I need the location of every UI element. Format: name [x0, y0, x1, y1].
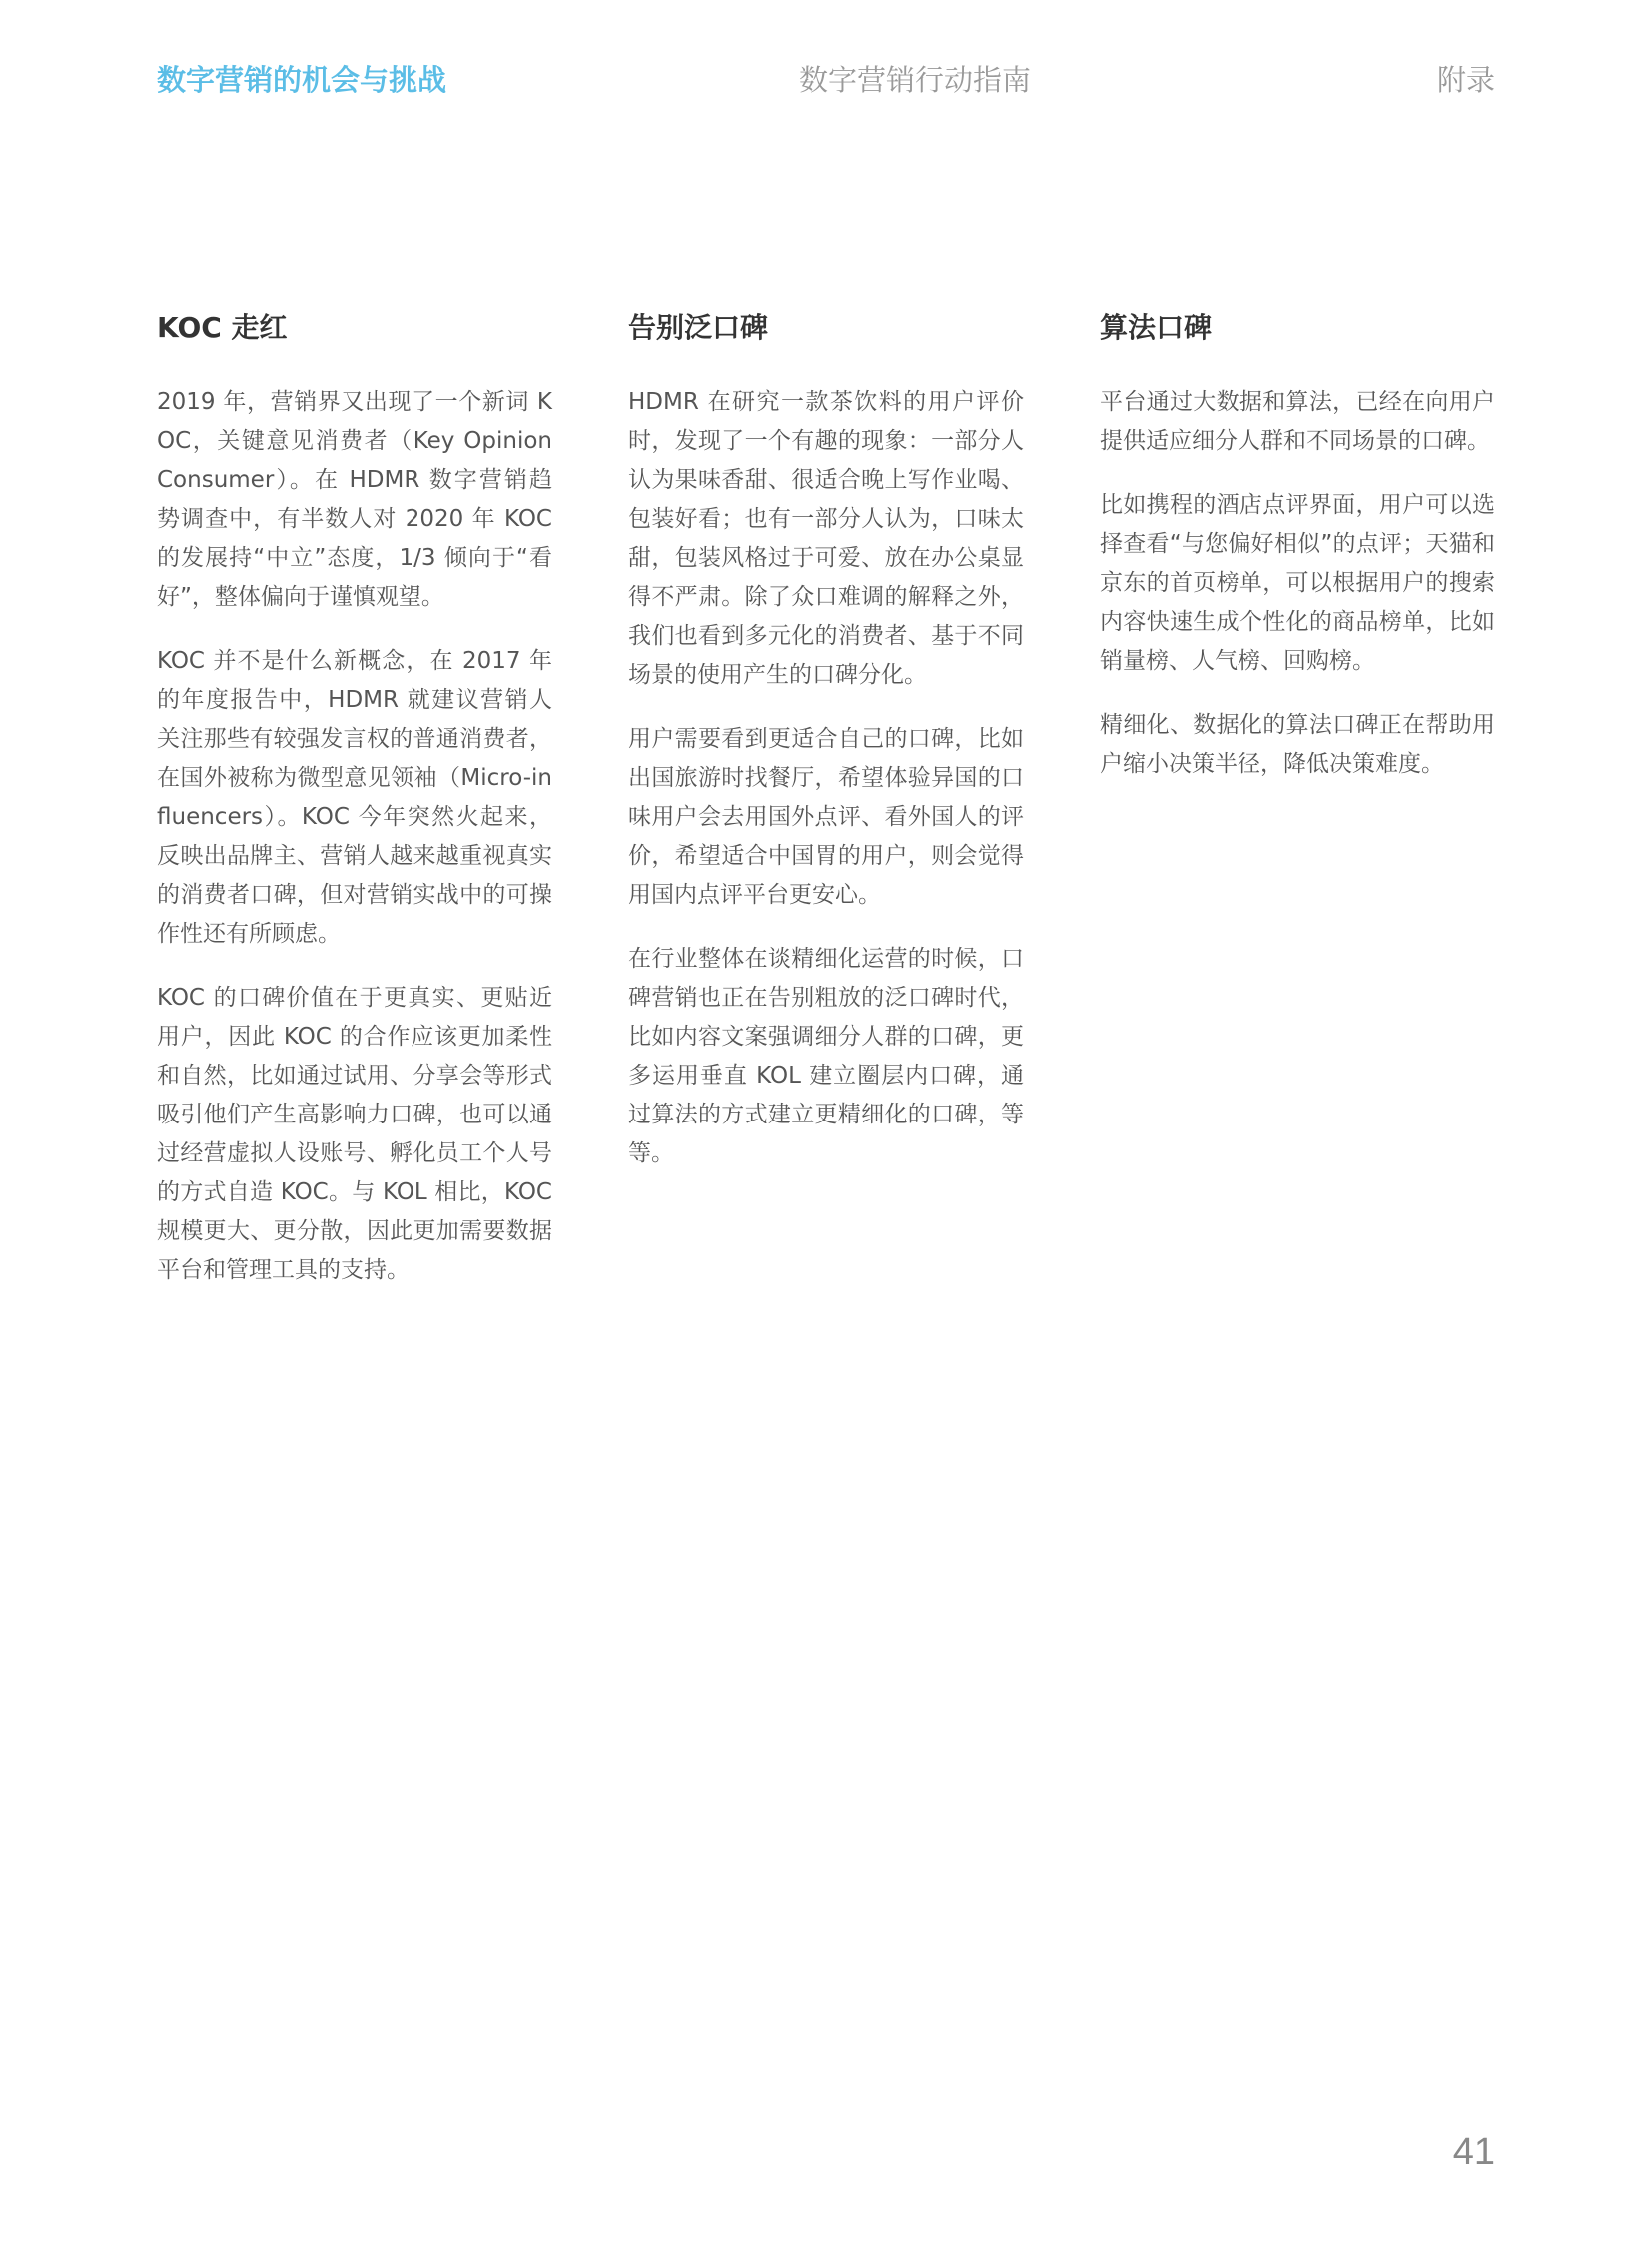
header-appendix-title[interactable]: 附录	[1436, 63, 1495, 97]
paragraph: 比如携程的酒店点评界面，用户可以选择查看“与您偏好相似”的点评；天猫和京东的首页榜单，可以根据用户的搜索内容快速生成个性化的商品榜单，比如销量榜、人气榜、回购榜。	[1100, 492, 1495, 674]
column-title-algorithm-wom: 算法口碑	[1100, 311, 1213, 344]
paragraph: KOC 的口碑价值在于更真实、更贴近用户，因此 KOC 的合作应该更加柔性和自然，比如通过试用、分享会等形式吸引他们产生高影响力口碑，也可以通过经营虚拟人设账号、孵化员工个人号的方式自造 KOC。与 KOL 相比，KOC 规模更大、更分散，因此更加需要数据平台和管理工具的支持。	[157, 985, 552, 1283]
paragraph: 用户需要看到更适合自己的口碑，比如出国旅游时找餐厅，希望体验异国的口味用户会去用国外点评、看外国人的评价，希望适合中国胃的用户，则会觉得用国内点评平台更安心。	[628, 726, 1024, 908]
page-number: 41	[1452, 2131, 1495, 2173]
paragraph: HDMR 在研究一款茶饮料的用户评价时，发现了一个有趣的现象：一部分人认为果味香甜、很适合晚上写作业喝、包装好看；也有一部分人认为，口味太甜，包装风格过于可爱、放在办公桌显得不严肃。除了众口难调的解释之外，我们也看到多元化的消费者、基于不同场景的使用产生的口碑分化。	[628, 389, 1024, 688]
article-columns	[157, 308, 1495, 1706]
column-farewell-generic-wom	[628, 308, 1024, 1198]
paragraph: 平台通过大数据和算法，已经在向用户提供适应细分人群和不同场景的口碑。	[1100, 389, 1495, 454]
header-guide-title[interactable]: 数字营销行动指南	[799, 63, 1032, 97]
column-title-koc: KOC 走红	[157, 311, 288, 344]
column-koc	[157, 308, 552, 1315]
header-section-title[interactable]: 数字营销的机会与挑战	[157, 63, 447, 97]
column-title-farewell-generic-wom: 告别泛口碑	[628, 311, 769, 344]
paragraph: 2019 年，营销界又出现了一个新词 KOC，关键意见消费者（Key Opinion Consumer）。在 HDMR 数字营销趋势调查中，有半数人对 2020 年 KOC 的发展持“中立”态度，1/3 倾向于“看好”，整体偏向于谨慎观望。	[157, 389, 552, 610]
paragraph: KOC 并不是什么新概念，在 2017 年的年度报告中，HDMR 就建议营销人关注那些有较强发言权的普通消费者，在国外被称为微型意见领袖（Micro-influencers）。KOC 今年突然火起来，反映出品牌主、营销人越来越重视真实的消费者口碑，但对营销实战中的可操作性还有所顾虑。	[157, 648, 552, 947]
paragraph: 精细化、数据化的算法口碑正在帮助用户缩小决策半径，降低决策难度。	[1100, 712, 1495, 777]
column-algorithm-wom	[1100, 308, 1495, 809]
page-header	[0, 0, 1652, 160]
paragraph: 在行业整体在谈精细化运营的时候，口碑营销也正在告别粗放的泛口碑时代，比如内容文案强调细分人群的口碑，更多运用垂直 KOL 建立圈层内口碑，通过算法的方式建立更精细化的口碑，等等。	[628, 946, 1024, 1166]
